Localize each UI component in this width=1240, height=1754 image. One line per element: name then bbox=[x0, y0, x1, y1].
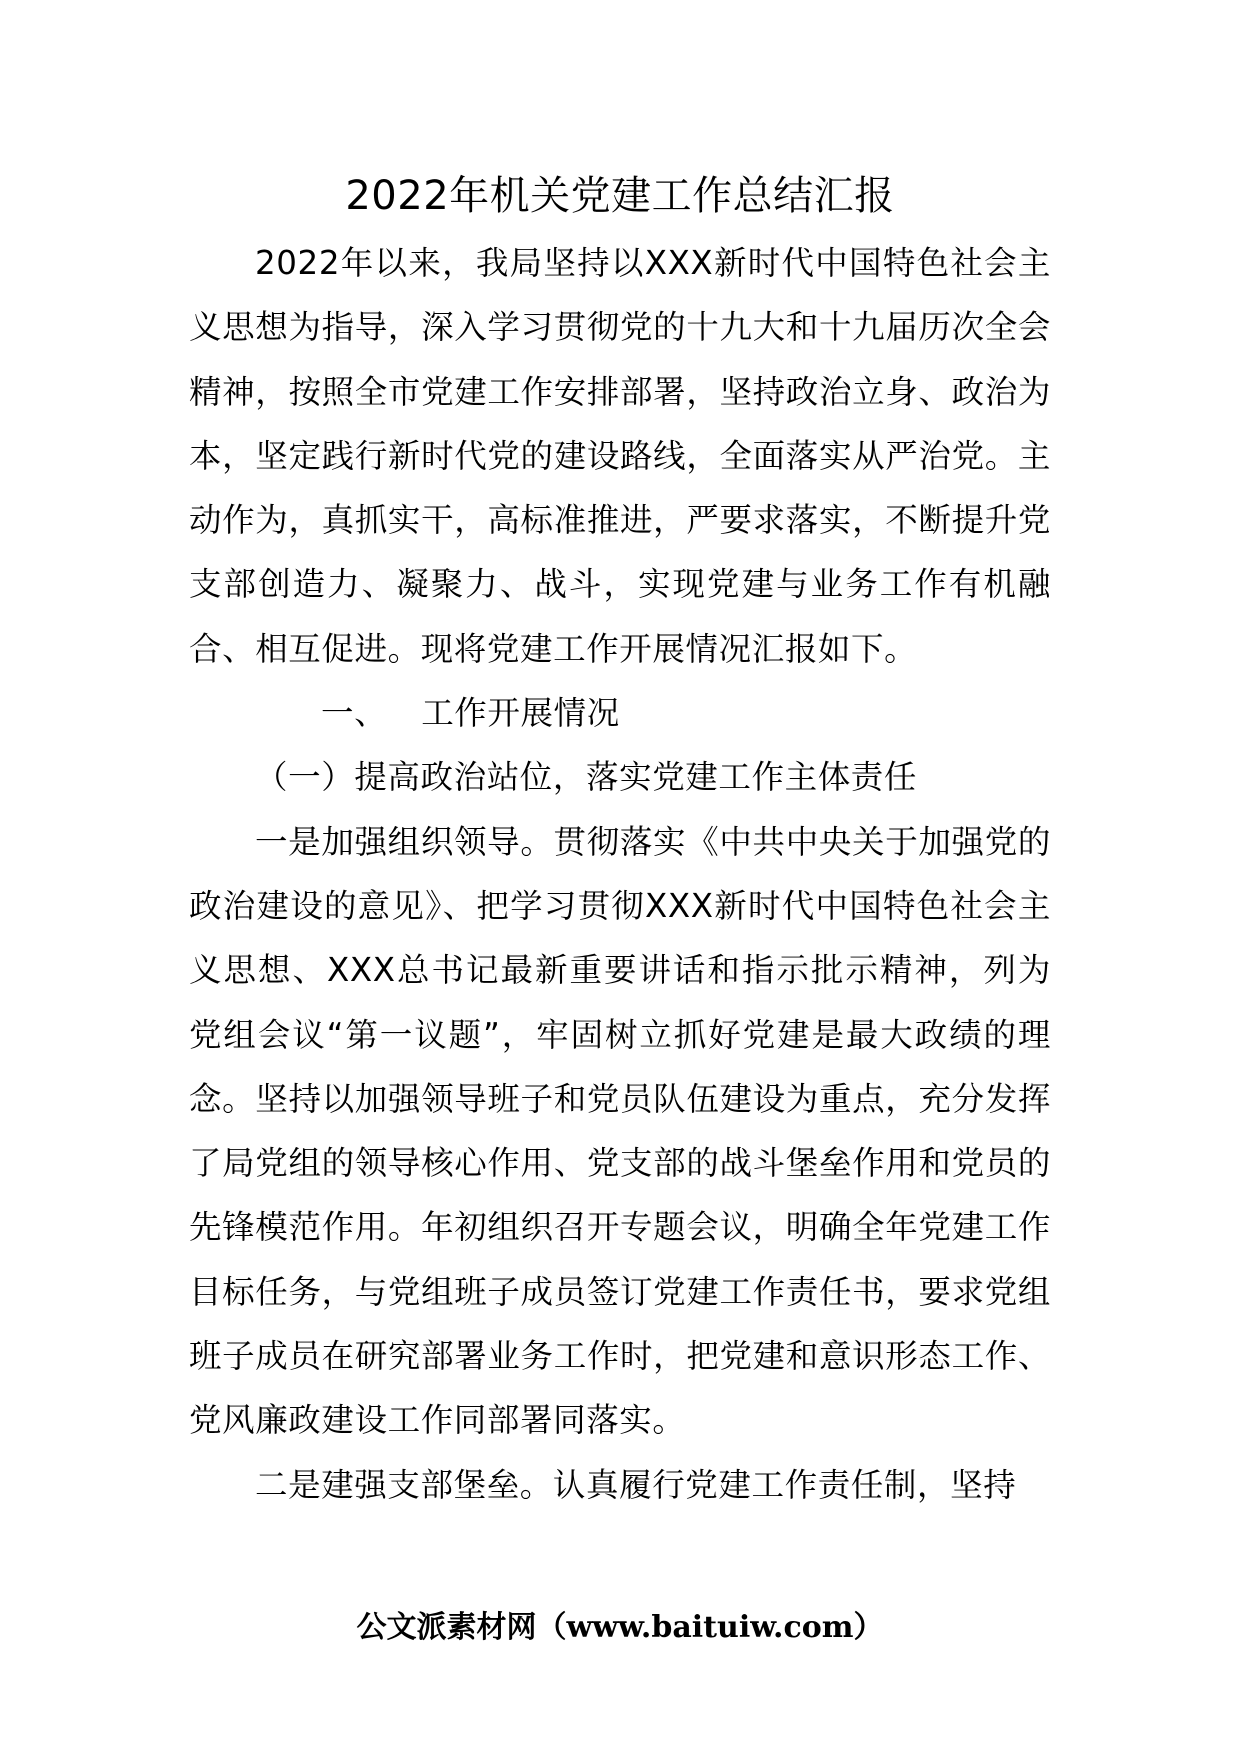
subsection-heading: （一）提高政治站位，落实党建工作主体责任 bbox=[255, 758, 918, 797]
section-number: 一、 bbox=[321, 694, 388, 733]
section-title: 工作开展情况 bbox=[421, 694, 620, 733]
document-body bbox=[189, 231, 1051, 1517]
body-paragraph-2: 二是建强支部堡垒。认真履行党建工作责任制，坚持 bbox=[255, 1465, 1017, 1504]
document-title: 2022年机关党建工作总结汇报 bbox=[345, 173, 895, 219]
footer-watermark: 公文派素材网（www.baituiw.com） bbox=[356, 1610, 884, 1645]
intro-paragraph: 2022年以来，我局坚持以XXX新时代中国特色社会主义思想为指导，深入学习贯彻党的十九大和十九届历次全会精神，按照全市党建工作安排部署，坚持政治立身、政治为本，坚定践行新时代党的建设路线，全面落实从严治党。主动作为，真抓实干，高标准推进，严要求落实，不断提升党支部创造力、凝聚力、战斗，实现党建与业务工作有机融合、相互促进。现将党建工作开展情况汇报如下。 bbox=[189, 244, 1051, 668]
section-heading bbox=[189, 681, 1051, 745]
body-paragraph-1: 一是加强组织领导。贯彻落实《中共中央关于加强党的政治建设的意见》、把学习贯彻XXX新时代中国特色社会主义思想、XXX总书记最新重要讲话和指示批示精神，列为党组会议“第一议题”，牢固树立抓好党建是最大政绩的理念。坚持以加强领导班子和党员队伍建设为重点，充分发挥了局党组的领导核心作用、党支部的战斗堡垒作用和党员的先锋模范作用。年初组织召开专题会议，明确全年党建工作目标任务，与党组班子成员签订党建工作责任书，要求党组班子成员在研究部署业务工作时，把党建和意识形态工作、党风廉政建设工作同部署同落实。 bbox=[189, 822, 1051, 1440]
